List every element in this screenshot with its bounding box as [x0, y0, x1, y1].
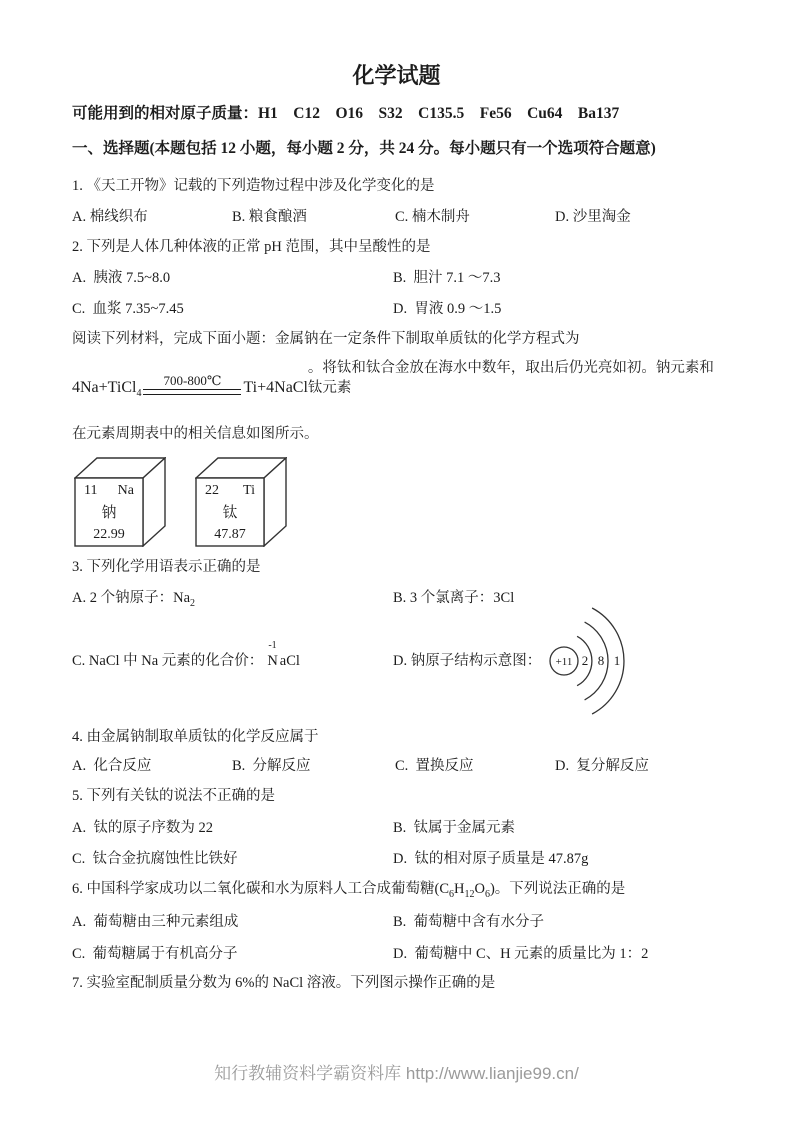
question-1-option-d: D. 沙里淘金	[555, 209, 631, 225]
question-2-options-row-2	[72, 299, 720, 319]
question-1-option-b: B. 粮食酿酒	[232, 209, 307, 225]
na-symbol: Na	[117, 483, 134, 498]
equation-products: Ti+4NaCl	[243, 379, 308, 396]
na-atomic-number: 11	[84, 483, 98, 498]
question-5-option-a: A. 钛的原子序数为 22	[72, 820, 213, 836]
equation-condition: 700-800℃	[163, 373, 222, 388]
reading-material-line-2: 在元素周期表中的相关信息如图所示。	[72, 426, 319, 442]
atomic-mass-note: 可能用到的相对原子质量：H1 C12 O16 S32 C135.5 Fe56 Cu64 Ba137	[72, 105, 620, 122]
question-6-option-c: C. 葡萄糖属于有机高分子	[72, 946, 238, 962]
question-4-option-b: B. 分解反应	[232, 758, 311, 774]
equation-condition-arrow	[143, 373, 241, 395]
question-6-options-row-2	[72, 944, 720, 964]
ti-cube-face	[196, 478, 264, 546]
watermark-footer: 知行教辅资料学霸资料库 http://www.lianjie99.cn/	[214, 1064, 579, 1083]
sodium-atom-structure-diagram	[547, 605, 643, 717]
question-5-stem: 5. 下列有关钛的说法不正确的是	[72, 788, 275, 804]
question-3-option-d: D. 钠原子结构示意图： +11 2 8 1	[393, 605, 643, 717]
nucleus-charge: +11	[555, 656, 573, 668]
ti-symbol: Ti	[243, 483, 255, 498]
question-2-stem: 2. 下列是人体几种体液的正常 pH 范围，其中呈酸性的是	[72, 239, 431, 255]
section-heading: 一、选择题(本题包括 12 小题，每小题 2 分，共 24 分。每小题只有一个选项符合题意)	[72, 140, 656, 157]
question-4-option-c: C. 置换反应	[395, 758, 474, 774]
question-5-options-row-2	[72, 849, 720, 869]
na2-subscript: 2	[190, 597, 196, 609]
ti-atomic-mass: 47.87	[214, 527, 246, 542]
shell-3-electrons: 1	[613, 653, 621, 668]
question-3-stem: 3. 下列化学用语表示正确的是	[72, 559, 261, 575]
question-2-option-a: A. 胰液 7.5~8.0	[72, 270, 171, 286]
na-element-cube	[74, 457, 166, 547]
question-4-options	[72, 756, 720, 776]
page-title: 化学试题	[352, 63, 441, 88]
question-2-option-c: C. 血浆 7.35~7.45	[72, 301, 184, 317]
question-3-option-a: A. 2 个钠原子：$Na_2$	[72, 590, 196, 609]
question-1-option-c: C. 楠木制舟	[395, 209, 470, 225]
valence-notation: -1 N	[267, 640, 278, 669]
equation-reactants: 4Na+TiCl$_4$	[72, 379, 142, 400]
ti-atomic-number: 22	[205, 483, 219, 498]
question-3-option-c: C. NaCl 中 Na 元素的化合价： -1 N aCl	[72, 640, 300, 669]
valence-number: -1	[268, 640, 277, 651]
question-4-option-a: A. 化合反应	[72, 758, 152, 774]
glucose-formula-subscript-c: 6	[449, 888, 454, 900]
reading-material-continued: 。将钛和钛合金放在海水中数年，取出后仍光亮如初。钠元素和钛元素	[307, 360, 714, 396]
question-1-option-a: A. 棉线织布	[72, 209, 148, 225]
na-chinese-name: 钠	[101, 504, 117, 521]
ti-chinese-name: 钛	[222, 504, 238, 521]
question-6-options-row-1	[72, 912, 720, 932]
chemical-equation-line	[72, 358, 720, 398]
question-1-stem: 1. 《天工开物》记载的下列造物过程中涉及化学变化的是	[72, 178, 435, 194]
na-atomic-mass: 22.99	[93, 527, 125, 542]
question-5-option-c: C. 钛合金抗腐蚀性比铁好	[72, 851, 238, 867]
question-6-option-b: B. 葡萄糖中含有水分子	[393, 914, 545, 930]
reading-material-intro: 阅读下列材料，完成下面小题：金属钠在一定条件下制取单质钛的化学方程式为	[72, 331, 580, 347]
question-5-options-row-1	[72, 818, 720, 838]
question-2-options-row-1	[72, 268, 720, 288]
ti-element-cube	[195, 457, 287, 547]
question-3-option-b: B. 3 个氯离子：3Cl	[393, 590, 515, 606]
equation-subscript: 4	[136, 388, 142, 400]
question-6-stem: 6. 中国科学家成功以二氧化碳和水为原料人工合成葡萄糖$(C_6H_{12}O_6)$。下列说法正确的是	[72, 881, 626, 900]
question-4-option-d: D. 复分解反应	[555, 758, 649, 774]
element-info-figure	[74, 457, 287, 547]
shell-2-electrons: 8	[597, 653, 605, 668]
equation-double-line	[143, 389, 241, 395]
question-1-options	[72, 207, 720, 227]
glucose-formula-subscript-o: 6	[484, 888, 490, 900]
question-4-stem: 4. 由金属钠制取单质钛的化学反应属于	[72, 729, 319, 745]
question-6-option-d: D. 葡萄糖中 C、H 元素的质量比为 1：2	[393, 946, 649, 962]
question-7-stem: 7. 实验室配制质量分数为 6%的 NaCl 溶液。下列图示操作正确的是	[72, 975, 496, 991]
glucose-formula-subscript-h: 12	[464, 888, 475, 900]
question-5-option-d: D. 钛的相对原子质量是 47.87g	[393, 851, 589, 867]
na-cube-face	[75, 478, 143, 546]
question-2-option-b: B. 胆汁 7.1 ～7.3	[393, 270, 501, 286]
question-6-option-a: A. 葡萄糖由三种元素组成	[72, 914, 239, 930]
shell-1-electrons: 2	[581, 653, 589, 668]
question-5-option-b: B. 钛属于金属元素	[393, 820, 516, 836]
question-3-options-row-2	[72, 605, 720, 717]
question-2-option-d: D. 胃液 0.9 ～1.5	[393, 301, 502, 317]
